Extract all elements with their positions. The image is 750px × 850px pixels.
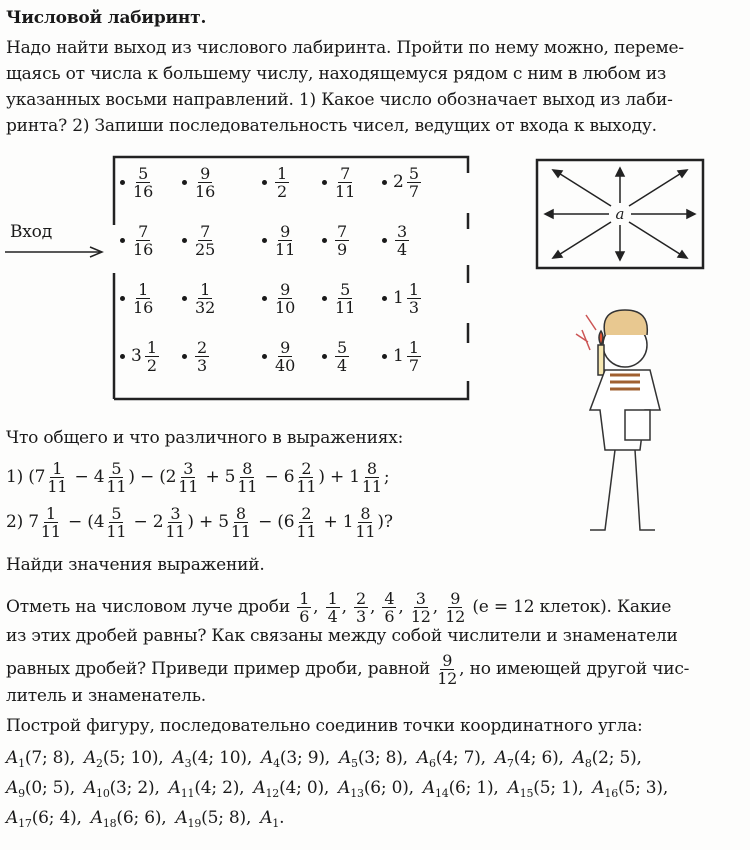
denominator: 40 (275, 356, 296, 375)
numerator: 3 (415, 589, 426, 608)
fraction (335, 165, 355, 200)
maze-cell (322, 281, 357, 316)
numerator: 4 (384, 589, 395, 608)
text-segment: , (313, 597, 324, 617)
denominator: 6 (299, 607, 310, 626)
maze-cell (382, 281, 423, 316)
point-index: 19 (187, 817, 202, 830)
dot-icon (322, 180, 327, 185)
numerator: 3 (397, 222, 408, 241)
fraction (335, 281, 355, 316)
point-letter: A (260, 808, 273, 828)
point-index: 1 (18, 757, 25, 770)
point-letter: A (172, 748, 185, 768)
fraction (231, 505, 251, 540)
fraction (106, 505, 126, 540)
fraction (145, 339, 159, 374)
numerator: 2 (301, 504, 312, 523)
text-segment: , (341, 597, 352, 617)
coordinate-point (6, 778, 75, 798)
point-index: 12 (265, 787, 280, 800)
maze-cell (382, 223, 411, 258)
coordinate-point (172, 748, 252, 768)
denominator: 11 (361, 477, 382, 496)
coordinate-point (495, 748, 564, 768)
point-index: 8 (584, 757, 592, 770)
denominator: 4 (337, 356, 348, 375)
text-segment: − (6 (252, 512, 295, 532)
point-index: 3 (184, 757, 192, 770)
text-segment: − 2 (128, 512, 164, 532)
fraction (445, 590, 465, 625)
point-letter: A (6, 808, 19, 828)
point-coords: (4; 7), (435, 748, 486, 768)
maze-cell (262, 339, 297, 374)
denominator: 3 (197, 356, 208, 375)
fraction (195, 223, 215, 258)
maze-cell (262, 281, 297, 316)
coordinate-point (339, 748, 408, 768)
point-letter: A (90, 808, 103, 828)
point-coords: (6; 4), (31, 808, 82, 828)
numerator: 1 (408, 280, 420, 299)
point-letter: A (175, 808, 188, 828)
points-line (6, 778, 677, 800)
point-coords: (4; 0), (279, 778, 330, 798)
fraction (296, 460, 316, 495)
coordinate-point (6, 748, 75, 768)
numerator: 1 (138, 280, 149, 299)
point-letter: A (6, 778, 19, 798)
numerator: 7 (200, 222, 211, 241)
coordinate-point (338, 778, 414, 798)
maze-cell (382, 165, 423, 200)
question-text: Что общего и что различного в выражениях: (6, 428, 404, 448)
numerator: 7 (337, 222, 348, 241)
coordinate-point (261, 748, 330, 768)
denominator: 11 (106, 522, 127, 541)
point-index: 11 (180, 787, 195, 800)
point-index: 5 (351, 757, 358, 770)
task3-line (6, 652, 689, 687)
task3-line (6, 590, 671, 625)
numerator: 7 (340, 164, 351, 183)
dot-icon (322, 238, 327, 243)
coordinate-point (508, 778, 584, 798)
point-coords: . (279, 808, 285, 828)
coordinate-point (417, 748, 486, 768)
numerator: 9 (450, 589, 461, 608)
point-letter: A (338, 778, 351, 798)
number-maze (112, 157, 468, 397)
denominator: 16 (195, 182, 216, 201)
numerator: 5 (138, 164, 149, 183)
intro-line: ринта? 2) Запиши последовательность чисел, ведущих от входа к выходу. (6, 116, 657, 136)
fraction (133, 281, 153, 316)
dot-icon (120, 296, 125, 301)
denominator: 16 (133, 182, 154, 201)
maze-cell (322, 223, 351, 258)
maze-cell (262, 165, 291, 200)
text-segment: ) + 1 (318, 467, 360, 487)
denominator: 11 (335, 298, 356, 317)
denominator: 7 (408, 356, 420, 375)
point-coords: (6; 0), (363, 778, 414, 798)
point-coords: (5; 1), (533, 778, 584, 798)
fraction (335, 223, 349, 258)
point-index: 15 (519, 787, 534, 800)
coordinate-point (175, 808, 251, 828)
points-line (6, 808, 293, 830)
point-coords: (5; 8), (201, 808, 252, 828)
text-segment: Отметь на числовом луче дроби (6, 597, 296, 617)
numerator: 5 (340, 280, 351, 299)
maze-cell (182, 223, 217, 258)
fraction (411, 590, 431, 625)
coordinate-point (592, 778, 668, 798)
fraction (133, 223, 153, 258)
point-coords: (6; 6), (116, 808, 167, 828)
point-coords: (3; 2), (109, 778, 160, 798)
denominator: 11 (237, 477, 258, 496)
numerator: 9 (442, 651, 453, 670)
denominator: 7 (408, 182, 420, 201)
text-segment: (e = 12 клеток). Какие (467, 597, 672, 617)
denominator: 11 (275, 240, 296, 259)
point-coords: (3; 9), (279, 748, 330, 768)
numerator: 2 (356, 589, 366, 608)
points-line (6, 748, 651, 770)
point-letter: A (422, 778, 435, 798)
maze-cell (262, 223, 297, 258)
point-letter: A (168, 778, 181, 798)
numerator: 1 (327, 589, 338, 608)
fraction (275, 281, 295, 316)
numerator: 8 (366, 459, 377, 478)
dot-icon (322, 354, 327, 359)
denominator: 11 (296, 522, 317, 541)
fraction (437, 652, 457, 687)
text-segment: − (4 (62, 512, 105, 532)
dot-icon (382, 238, 387, 243)
task3-line: литель и знаменатель. (6, 686, 206, 706)
dot-icon (182, 296, 187, 301)
whole-part: 2 (393, 172, 404, 192)
coordinate-point (260, 808, 284, 828)
denominator: 11 (355, 522, 376, 541)
fraction (407, 339, 421, 374)
denominator: 16 (133, 240, 154, 259)
coordinate-point (91, 808, 167, 828)
coordinate-point (169, 778, 245, 798)
denominator: 11 (165, 522, 186, 541)
maze-cell (182, 281, 217, 316)
dot-icon (262, 354, 267, 359)
fraction (195, 339, 209, 374)
dot-icon (120, 180, 125, 185)
dot-icon (382, 180, 387, 185)
point-letter: A (416, 748, 429, 768)
point-coords: (7; 8), (24, 748, 75, 768)
point-letter: A (6, 748, 19, 768)
numerator: 1 (200, 280, 211, 299)
text-segment: 1) (7 (6, 467, 46, 487)
numerator: 1 (408, 338, 420, 357)
fraction (407, 281, 421, 316)
numerator: 3 (183, 459, 194, 478)
text-segment: , но имеющей другой чис- (459, 659, 690, 679)
numerator: 5 (337, 338, 348, 357)
point-coords: (6; 1), (448, 778, 499, 798)
text-segment: ) − (2 (128, 467, 177, 487)
fraction (275, 165, 289, 200)
point-coords: (5; 10), (102, 748, 164, 768)
fraction (275, 223, 295, 258)
direction-label: a (615, 205, 625, 223)
point-index: 2 (96, 757, 103, 770)
text-segment: + 5 (200, 467, 236, 487)
dot-icon (182, 180, 187, 185)
fraction (165, 505, 185, 540)
coordinate-point (423, 778, 499, 798)
fraction (362, 460, 382, 495)
numerator: 1 (299, 589, 310, 608)
fraction (355, 505, 375, 540)
numerator: 5 (408, 164, 420, 183)
coordinate-point (84, 778, 160, 798)
denominator: 6 (384, 607, 395, 626)
denominator: 11 (296, 477, 317, 496)
point-index: 7 (506, 757, 514, 770)
denominator: 12 (410, 607, 431, 626)
denominator: 11 (335, 182, 356, 201)
point-letter: A (338, 748, 352, 768)
point-letter: A (83, 748, 97, 768)
point-index: 9 (18, 787, 25, 800)
task4-text: Построй фигуру, последовательно соединив точки координатного угла: (6, 716, 643, 736)
denominator: 2 (146, 356, 158, 375)
denominator: 11 (106, 477, 127, 496)
point-index: 18 (102, 817, 117, 830)
expression-2 (6, 505, 393, 540)
text-segment: равных дробей? Приведи пример дроби, равной (6, 659, 436, 679)
numerator: 5 (111, 504, 122, 523)
task3-line: из этих дробей равны? Как связаны между собой числители и знаменатели (6, 626, 678, 646)
point-index: 13 (350, 787, 364, 800)
numerator: 1 (146, 338, 158, 357)
intro-line: щаясь от числа к большему числу, находящемуся рядом с ним в любом из (6, 64, 667, 84)
point-letter: A (261, 748, 274, 768)
text-segment: − 4 (69, 467, 105, 487)
text-segment: ; (383, 467, 390, 487)
coordinate-point (253, 778, 329, 798)
point-letter: A (494, 748, 507, 768)
denominator: 10 (275, 298, 296, 317)
denominator: 12 (437, 669, 458, 688)
point-index: 17 (18, 817, 32, 830)
text-segment: + 1 (318, 512, 354, 532)
section-title: Числовой лабиринт. (6, 8, 207, 28)
point-letter: A (572, 748, 585, 768)
numerator: 1 (277, 164, 288, 183)
numerator: 8 (235, 504, 246, 523)
whole-part: 3 (131, 346, 142, 366)
denominator: 3 (408, 298, 420, 317)
maze-cell (322, 339, 351, 374)
point-index: 6 (428, 757, 436, 770)
numerator: 9 (280, 222, 291, 241)
point-coords: (2; 5), (591, 748, 642, 768)
fraction (195, 165, 215, 200)
denominator: 4 (397, 240, 408, 259)
intro-line: указанных восьми направлений. 1) Какое число обозначает выход из лаби- (6, 90, 673, 110)
fraction (237, 460, 257, 495)
fraction (395, 223, 409, 258)
point-index: 14 (434, 787, 449, 800)
denominator: 11 (230, 522, 251, 541)
dot-icon (182, 354, 187, 359)
numerator: 1 (45, 504, 56, 523)
numerator: 5 (111, 459, 122, 478)
fraction (326, 590, 340, 625)
denominator: 4 (327, 607, 338, 626)
whole-part: 1 (393, 346, 404, 366)
numerator: 1 (52, 459, 63, 478)
text-segment: ) + 5 (187, 512, 229, 532)
dot-icon (262, 180, 267, 185)
numerator: 2 (197, 338, 208, 357)
fraction (297, 590, 311, 625)
point-index: 4 (273, 757, 280, 770)
dot-icon (262, 238, 267, 243)
denominator: 32 (195, 298, 216, 317)
text-segment: )? (377, 512, 393, 532)
fraction (47, 460, 67, 495)
maze-cell (382, 339, 423, 374)
fraction (335, 339, 349, 374)
dot-icon (182, 238, 187, 243)
text-segment: , (398, 597, 409, 617)
denominator: 3 (356, 607, 366, 626)
fraction (195, 281, 215, 316)
numerator: 7 (138, 222, 149, 241)
maze-cell (120, 223, 155, 258)
maze-cell (120, 281, 155, 316)
text-segment: 2) 7 (6, 512, 39, 532)
text-segment: − 6 (259, 467, 295, 487)
fraction (407, 165, 421, 200)
numerator: 9 (280, 280, 291, 299)
numerator: 9 (200, 164, 211, 183)
dot-icon (382, 296, 387, 301)
directions-diagram (535, 158, 707, 272)
numerator: 2 (301, 459, 312, 478)
point-coords: (3; 8), (357, 748, 408, 768)
dot-icon (322, 296, 327, 301)
fraction (296, 505, 316, 540)
denominator: 11 (40, 522, 61, 541)
point-coords: (4; 6), (513, 748, 564, 768)
point-index: 16 (604, 787, 619, 800)
maze-cell (322, 165, 357, 200)
fraction (133, 165, 153, 200)
numerator: 8 (242, 459, 253, 478)
point-coords: (0; 5), (24, 778, 75, 798)
denominator: 12 (445, 607, 466, 626)
denominator: 9 (337, 240, 348, 259)
fraction (275, 339, 295, 374)
denominator: 2 (277, 182, 288, 201)
dot-icon (382, 354, 387, 359)
point-coords: (4; 10), (191, 748, 253, 768)
fraction (354, 590, 368, 625)
coordinate-point (84, 748, 164, 768)
dot-icon (120, 238, 125, 243)
dot-icon (120, 354, 125, 359)
point-index: 1 (272, 817, 280, 830)
point-letter: A (253, 778, 266, 798)
expression-1 (6, 460, 389, 495)
numerator: 9 (280, 338, 291, 357)
point-letter: A (83, 778, 97, 798)
denominator: 16 (133, 298, 154, 317)
intro-line: Надо найти выход из числового лабиринта. Пройти по нему можно, переме- (6, 38, 684, 58)
point-coords: (5; 3), (618, 778, 669, 798)
entrance-label: Вход (10, 222, 52, 242)
denominator: 11 (178, 477, 199, 496)
fraction (178, 460, 198, 495)
point-index: 10 (96, 787, 110, 800)
denominator: 25 (195, 240, 216, 259)
boy-with-candle-illustration (560, 300, 680, 550)
fraction (106, 460, 126, 495)
maze-cell (182, 339, 211, 374)
find-values-text: Найди значения выражений. (6, 555, 265, 575)
coordinate-point (573, 748, 642, 768)
denominator: 11 (47, 477, 68, 496)
text-segment: , (432, 597, 444, 617)
dot-icon (262, 296, 267, 301)
point-coords: (4; 2), (194, 778, 245, 798)
maze-cell (120, 165, 155, 200)
numerator: 8 (360, 504, 371, 523)
maze-cell (182, 165, 217, 200)
maze-cell (120, 339, 161, 374)
fraction (41, 505, 61, 540)
coordinate-point (6, 808, 82, 828)
fraction (382, 590, 396, 625)
point-letter: A (507, 778, 520, 798)
entrance-arrow-icon (0, 240, 110, 264)
text-segment: , (369, 597, 381, 617)
whole-part: 1 (393, 288, 404, 308)
point-letter: A (592, 778, 605, 798)
numerator: 3 (170, 504, 181, 523)
